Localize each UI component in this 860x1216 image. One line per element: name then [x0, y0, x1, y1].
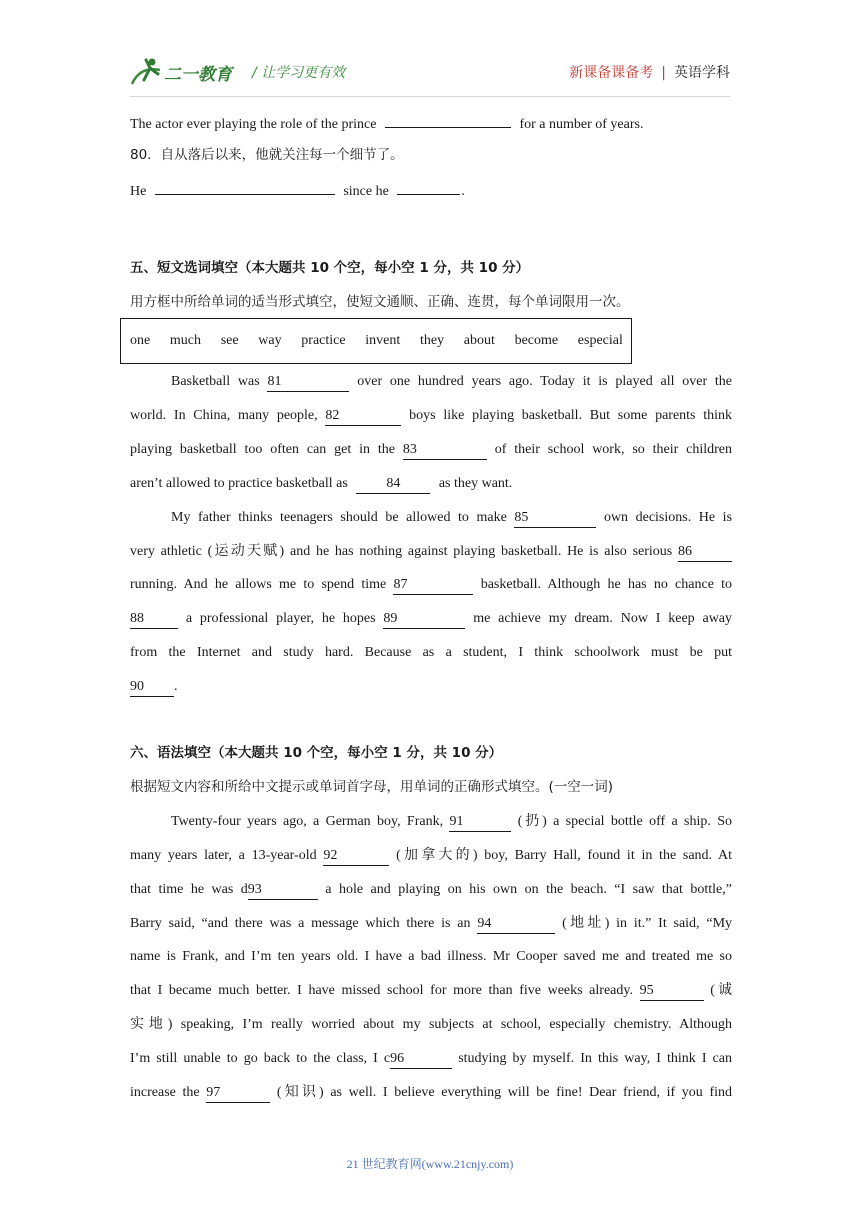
- s6-line-3: [130, 880, 732, 900]
- blank-91[interactable]: 91: [449, 814, 511, 832]
- passage-text: aren’t allowed to practice basketball as: [130, 476, 348, 491]
- passage-text: studying by myself. In this way, I think I can: [458, 1051, 733, 1066]
- word-see: see: [220, 333, 239, 348]
- blank-85[interactable]: 85: [514, 510, 596, 528]
- blank-93[interactable]: 93: [248, 882, 318, 900]
- s5-line-2: [130, 406, 732, 426]
- header-separator: |: [661, 65, 666, 81]
- s5-line-1: [171, 372, 732, 392]
- blank-94[interactable]: 94: [477, 916, 555, 934]
- passage-text: very athletic (运动天赋) and he has nothing against playing basketball. He is also serious: [130, 544, 673, 559]
- passage-text: of their school work, so their children: [494, 442, 733, 457]
- passage-text: playing basketball too often can get in the: [130, 442, 395, 457]
- blank-84[interactable]: 84: [356, 476, 430, 494]
- s6-line-4: [130, 914, 732, 934]
- passage-text: (扔) a special bottle off a ship. So: [517, 814, 733, 829]
- word-invent: invent: [365, 333, 401, 348]
- blank-82[interactable]: 82: [325, 408, 401, 426]
- s6-line-7: 实地) speaking, I’m really worried about my subjects at school, especially chemistry. Although: [130, 1017, 732, 1032]
- s5-line-8: [130, 609, 732, 629]
- q80-chinese: 80．自从落后以来，他就关注每一个细节了。: [130, 147, 404, 163]
- blank-81[interactable]: 81: [267, 374, 349, 392]
- passage-text: basketball. Although he has no chance to: [480, 577, 733, 592]
- s5-line-4: [130, 474, 732, 494]
- blank-92[interactable]: 92: [323, 848, 389, 866]
- section5-title: 五、短文选词填空（本大题共 10 个空，每小空 1 分，共 10 分）: [130, 260, 530, 276]
- passage-text: My father thinks teenagers should be allowed to make: [171, 510, 507, 525]
- blank-97[interactable]: 97: [206, 1085, 270, 1103]
- passage-text: own decisions. He is: [603, 510, 733, 525]
- passage-text: world. In China, many people,: [130, 408, 318, 423]
- passage-text: increase the: [130, 1085, 200, 1100]
- passage-text: a professional player, he hopes: [185, 611, 376, 626]
- header-slogan: / 让学习更有效: [252, 65, 346, 81]
- passage-text: as they want.: [438, 476, 513, 491]
- s6-line-6: [130, 981, 732, 1001]
- section6-title: 六、语法填空（本大题共 10 个空，每小空 1 分，共 10 分）: [130, 745, 503, 761]
- header-subject: 英语学科: [674, 65, 730, 81]
- s6-line-9: [130, 1083, 732, 1103]
- section5-instruction: 用方框中所给单词的适当形式填空，使短文通顺、正确、连贯，每个单词限用一次。: [130, 294, 630, 310]
- word-become: become: [514, 333, 559, 348]
- q80-text-mid: since he: [343, 184, 389, 199]
- q79-text-end: for a number of years.: [519, 117, 644, 132]
- q80-period: .: [461, 184, 465, 199]
- word-way: way: [258, 333, 282, 348]
- s5-line-7: [130, 575, 732, 595]
- word-box: [120, 318, 632, 364]
- q79-text: The actor ever playing the role of the prince: [130, 117, 377, 132]
- passage-text: Barry said, “and there was a message which there is an: [130, 916, 471, 931]
- blank-96[interactable]: 96: [390, 1051, 452, 1069]
- s6-line-2: [130, 846, 732, 866]
- passage-text: running. And he allows me to spend time: [130, 577, 387, 592]
- blank-89[interactable]: 89: [383, 611, 465, 629]
- blank-87[interactable]: 87: [393, 577, 473, 595]
- word-one: one: [130, 333, 151, 348]
- s5-line-10: [130, 677, 732, 697]
- passage-text: (地址) in it.” It said, “My: [562, 916, 733, 931]
- s5-line-9: from the Internet and study hard. Because as a student, I think schoolwork must be put: [130, 645, 732, 660]
- header-tagline: 新课备课备考: [569, 65, 654, 81]
- q79-line: [130, 112, 732, 135]
- passage-text: boys like playing basketball. But some parents think: [409, 408, 733, 423]
- q80-line: [130, 179, 732, 202]
- q80-blank-1[interactable]: [155, 179, 335, 195]
- word-practice: practice: [301, 333, 346, 348]
- s5-line-3: [130, 440, 732, 460]
- passage-text: Basketball was: [171, 374, 260, 389]
- q79-blank[interactable]: [385, 112, 511, 128]
- section6-instruction: 根据短文内容和所给中文提示或单词首字母，用单词的正确形式填空。(一空一词): [130, 779, 614, 795]
- passage-text: I’m still unable to go back to the class, I c: [130, 1051, 391, 1066]
- passage-text: (加拿大的) boy, Barry Hall, found it in the sand. At: [396, 848, 733, 863]
- s6-line-8: [130, 1049, 732, 1069]
- passage-text: Twenty-four years ago, a German boy, Frank,: [171, 814, 444, 829]
- word-about: about: [463, 333, 495, 348]
- word-especial: especial: [577, 333, 623, 348]
- blank-95[interactable]: 95: [640, 983, 704, 1001]
- passage-text: a hole and playing on his own on the beach. “I saw that bottle,”: [325, 882, 732, 897]
- word-much: much: [169, 333, 202, 348]
- blank-83[interactable]: 83: [403, 442, 487, 460]
- passage-text: that time he was d: [130, 882, 248, 897]
- blank-86[interactable]: 86: [678, 544, 732, 562]
- passage-text: .: [174, 679, 178, 694]
- q80-blank-2[interactable]: [397, 179, 460, 195]
- page-header: [130, 56, 730, 92]
- blank-88[interactable]: 88: [130, 611, 178, 629]
- s6-line-1: [171, 812, 732, 832]
- passage-text: that I became much better. I have missed school for more than five weeks already.: [130, 983, 633, 998]
- page-footer[interactable]: 21 世纪教育网(www.21cnjy.com): [346, 1157, 514, 1171]
- brand-name: 二一教育: [164, 65, 232, 85]
- word-they: they: [419, 333, 445, 348]
- q80-text: He: [130, 184, 147, 199]
- s6-line-5: name is Frank, and I’m ten years old. I have a bad illness. Mr Cooper saved me and treated me so: [130, 949, 732, 964]
- header-divider: [130, 96, 730, 97]
- passage-text: over one hundred years ago. Today it is played all over the: [357, 374, 733, 389]
- passage-text: (知识) as well. I believe everything will be fine! Dear friend, if you find: [276, 1085, 732, 1100]
- brand-logo: [130, 56, 240, 90]
- s5-line-6: [130, 542, 732, 562]
- blank-90[interactable]: 90: [130, 679, 174, 697]
- s5-line-5: [171, 508, 732, 528]
- passage-text: (诚: [710, 983, 733, 998]
- header-right: [569, 62, 730, 82]
- passage-text: me achieve my dream. Now I keep away: [473, 611, 733, 626]
- passage-text: many years later, a 13-year-old: [130, 848, 317, 863]
